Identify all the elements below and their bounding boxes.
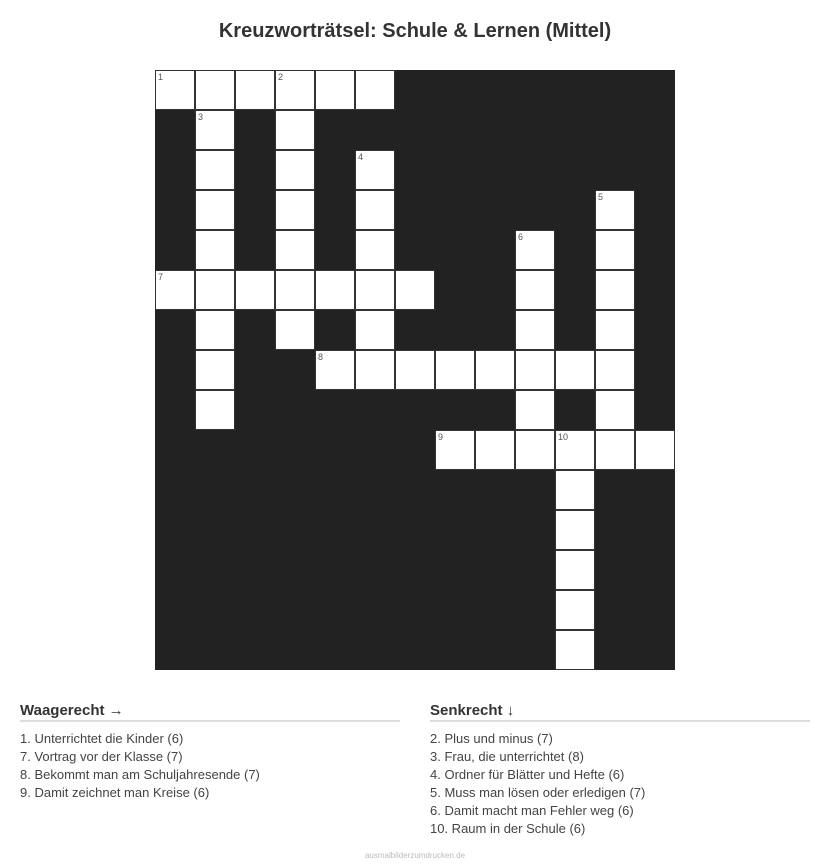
- down-clue-6: 6. Damit macht man Fehler weg (6): [430, 803, 634, 818]
- crossword-grid: [155, 70, 675, 670]
- down-clue-5: 5. Muss man lösen oder erledigen (7): [430, 785, 646, 800]
- grid-cell[interactable]: [275, 230, 315, 270]
- across-clues-section: [20, 702, 400, 802]
- grid-cell[interactable]: [395, 350, 435, 390]
- grid-cell[interactable]: [555, 510, 595, 550]
- grid-cell[interactable]: [275, 190, 315, 230]
- across-clue-7: 7. Vortrag vor der Klasse (7): [20, 749, 183, 764]
- grid-cell[interactable]: [195, 310, 235, 350]
- grid-cell[interactable]: [475, 350, 515, 390]
- grid-cell[interactable]: [195, 70, 235, 110]
- grid-cell[interactable]: [595, 430, 635, 470]
- grid-cell[interactable]: [435, 430, 475, 470]
- grid-cell[interactable]: [355, 230, 395, 270]
- grid-cell[interactable]: [435, 350, 475, 390]
- grid-cell[interactable]: [355, 150, 395, 190]
- grid-cell[interactable]: [555, 590, 595, 630]
- clue-number: 10: [558, 432, 569, 442]
- grid-cell[interactable]: [235, 70, 275, 110]
- grid-cell[interactable]: [275, 70, 315, 110]
- grid-cell[interactable]: [315, 350, 355, 390]
- footer-credit: ausmalbilderzumdrucken.de: [364, 851, 466, 860]
- grid-cell[interactable]: [235, 270, 275, 310]
- down-clue-4: 4. Ordner für Blätter und Hefte (6): [430, 767, 625, 782]
- grid-cell[interactable]: [355, 70, 395, 110]
- grid-cell[interactable]: [595, 230, 635, 270]
- across-clue-8: 8. Bekommt man am Schuljahresende (7): [20, 767, 260, 782]
- grid-cell[interactable]: [275, 310, 315, 350]
- grid-cell[interactable]: [155, 270, 195, 310]
- grid-cell[interactable]: [475, 430, 515, 470]
- across-clue-1: 1. Unterrichtet die Kinder (6): [20, 731, 184, 746]
- grid-cell[interactable]: [595, 310, 635, 350]
- grid-cell[interactable]: [195, 390, 235, 430]
- grid-cell[interactable]: [355, 190, 395, 230]
- grid-cell[interactable]: [195, 110, 235, 150]
- grid-cell[interactable]: [195, 270, 235, 310]
- grid-cell[interactable]: [195, 190, 235, 230]
- grid-cell[interactable]: [515, 390, 555, 430]
- clue-number: 4: [358, 152, 364, 162]
- grid-cell[interactable]: [515, 430, 555, 470]
- clue-number: 2: [278, 72, 284, 82]
- grid-cell[interactable]: [515, 230, 555, 270]
- grid-cell[interactable]: [275, 150, 315, 190]
- grid-cell[interactable]: [595, 350, 635, 390]
- clue-number: 5: [598, 192, 604, 202]
- grid-cell[interactable]: [555, 350, 595, 390]
- grid-cell[interactable]: [355, 270, 395, 310]
- grid-cell[interactable]: [595, 390, 635, 430]
- grid-cell[interactable]: [595, 270, 635, 310]
- clue-number: 6: [518, 232, 524, 242]
- across-heading: Waagerecht →: [20, 702, 400, 722]
- grid-cell[interactable]: [195, 350, 235, 390]
- clue-number: 1: [158, 72, 164, 82]
- grid-cell[interactable]: [155, 70, 195, 110]
- grid-cell[interactable]: [555, 550, 595, 590]
- grid-cell[interactable]: [555, 430, 595, 470]
- grid-cell[interactable]: [355, 350, 395, 390]
- grid-cell[interactable]: [395, 270, 435, 310]
- clue-number: 8: [318, 352, 324, 362]
- grid-cell[interactable]: [635, 430, 675, 470]
- grid-cell[interactable]: [275, 110, 315, 150]
- page-title: Kreuzworträtsel: Schule & Lernen (Mittel): [218, 20, 612, 42]
- grid-cell[interactable]: [195, 150, 235, 190]
- grid-cell[interactable]: [555, 470, 595, 510]
- grid-cell[interactable]: [515, 310, 555, 350]
- grid-cell[interactable]: [515, 350, 555, 390]
- grid-cell[interactable]: [555, 630, 595, 670]
- grid-cell[interactable]: [355, 310, 395, 350]
- down-clue-3: 3. Frau, die unterrichtet (8): [430, 749, 584, 764]
- down-heading: Senkrecht ↓: [430, 702, 810, 722]
- clue-number: 9: [438, 432, 444, 442]
- grid-cell[interactable]: [275, 270, 315, 310]
- grid-cell[interactable]: [315, 270, 355, 310]
- across-clue-9: 9. Damit zeichnet man Kreise (6): [20, 785, 210, 800]
- down-clue-2: 2. Plus und minus (7): [430, 731, 553, 746]
- grid-cell[interactable]: [195, 230, 235, 270]
- grid-cell[interactable]: [315, 70, 355, 110]
- grid-cell[interactable]: [515, 270, 555, 310]
- down-clue-10: 10. Raum in der Schule (6): [430, 821, 586, 836]
- grid-cell[interactable]: [595, 190, 635, 230]
- clue-number: 3: [198, 112, 204, 122]
- down-clues-section: [430, 702, 810, 838]
- clue-number: 7: [158, 272, 164, 282]
